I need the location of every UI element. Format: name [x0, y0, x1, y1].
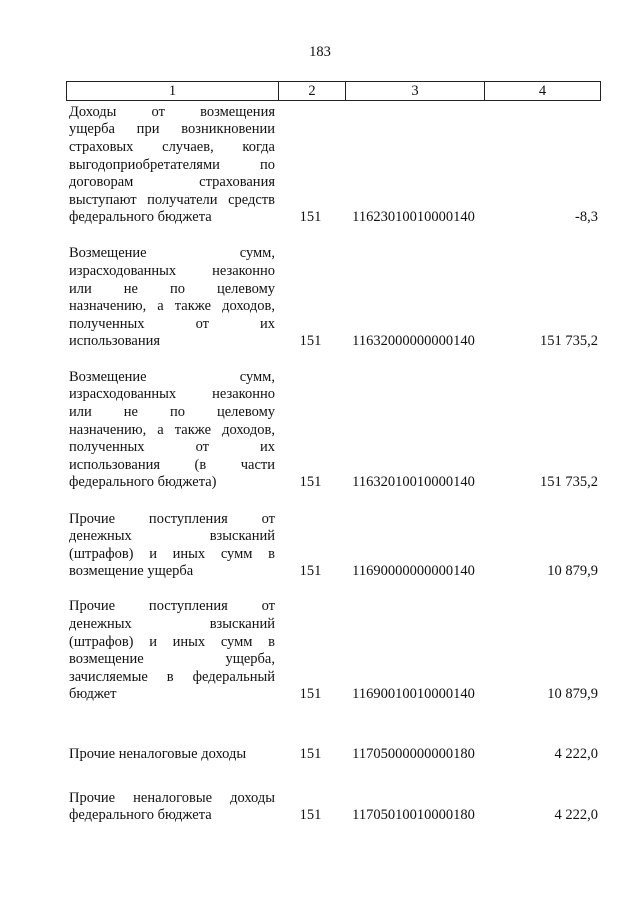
header-col-4: 4: [484, 82, 600, 100]
description-line: возмещение ущерба,: [69, 651, 275, 668]
description-line: выступают получатели средств: [69, 191, 275, 208]
row-budget-code: 11690010010000140: [352, 686, 475, 703]
description-line: Прочие неналоговые доходы: [69, 789, 275, 806]
row-amount: 4 222,0: [554, 807, 598, 824]
description-line: назначению, а также доходов,: [69, 421, 275, 438]
description-line: или не по целевому: [69, 280, 275, 297]
description-line: Прочие неналоговые доходы: [69, 746, 247, 763]
description-line: полученных от их: [69, 439, 275, 456]
row-code: 151: [299, 563, 322, 580]
description-line: возмещение ущерба: [69, 563, 194, 580]
description-line: использования: [69, 333, 161, 350]
row-description: [69, 746, 275, 764]
row-code: 151: [299, 746, 322, 763]
row-budget-code: 11632010010000140: [352, 474, 475, 491]
description-line: назначению, а также доходов,: [69, 298, 275, 315]
row-code: 151: [299, 807, 322, 824]
row-description: [69, 369, 275, 492]
row-amount: 10 879,9: [547, 686, 598, 703]
description-line: страховых случаев, когда: [69, 139, 275, 156]
row-budget-code: 11623010010000140: [352, 209, 475, 226]
row-budget-code: 11632000000000140: [352, 333, 475, 350]
row-description: [69, 104, 275, 227]
row-budget-code: 11690000000000140: [352, 563, 475, 580]
description-line: Доходы от возмещения: [69, 103, 275, 120]
description-line: использования (в части: [69, 456, 275, 473]
description-line: или не по целевому: [69, 404, 275, 421]
table-row: [66, 746, 601, 764]
description-line: израсходованных незаконно: [69, 263, 275, 280]
description-line: зачисляемые в федеральный: [69, 668, 275, 685]
description-line: (штрафов) и иных сумм в: [69, 545, 275, 562]
row-description: [69, 790, 275, 825]
description-line: ущерба при возникновении: [69, 121, 275, 138]
description-line: бюджет: [69, 686, 117, 703]
description-line: Прочие поступления от: [69, 598, 275, 615]
row-code: 151: [299, 686, 322, 703]
row-budget-code: 11705000000000180: [352, 746, 475, 763]
header-col-2: 2: [278, 82, 345, 100]
row-description: [69, 245, 275, 351]
description-line: израсходованных незаконно: [69, 386, 275, 403]
description-line: полученных от их: [69, 315, 275, 332]
row-budget-code: 11705010010000180: [352, 807, 475, 824]
row-amount: -8,3: [575, 209, 598, 226]
row-code: 151: [299, 209, 322, 226]
header-col-3: 3: [345, 82, 484, 100]
row-amount: 4 222,0: [554, 746, 598, 763]
row-code: 151: [299, 333, 322, 350]
row-amount: 10 879,9: [547, 563, 598, 580]
table-row: [66, 245, 601, 351]
description-line: денежных взысканий: [69, 528, 275, 545]
row-amount: 151 735,2: [540, 474, 598, 491]
description-line: договорам страхования: [69, 174, 275, 191]
row-amount: 151 735,2: [540, 333, 598, 350]
page-number: 183: [309, 44, 331, 60]
table-row: [66, 598, 601, 704]
description-line: Прочие поступления от: [69, 510, 275, 527]
description-line: федерального бюджета: [69, 807, 212, 824]
table-row: [66, 369, 601, 492]
description-line: (штрафов) и иных сумм в: [69, 633, 275, 650]
row-code: 151: [299, 474, 322, 491]
description-line: выгодоприобретателями по: [69, 156, 275, 173]
description-line: денежных взысканий: [69, 616, 275, 633]
description-line: федерального бюджета): [69, 474, 217, 491]
description-line: Возмещение сумм,: [69, 368, 275, 385]
header-col-1: 1: [168, 83, 177, 99]
table-row: [66, 511, 601, 581]
table-row: [66, 104, 601, 227]
table-row: [66, 790, 601, 825]
description-line: федерального бюджета: [69, 209, 212, 226]
row-description: [69, 598, 275, 704]
table-header: [66, 81, 601, 101]
description-line: Возмещение сумм,: [69, 245, 275, 262]
row-description: [69, 511, 275, 581]
